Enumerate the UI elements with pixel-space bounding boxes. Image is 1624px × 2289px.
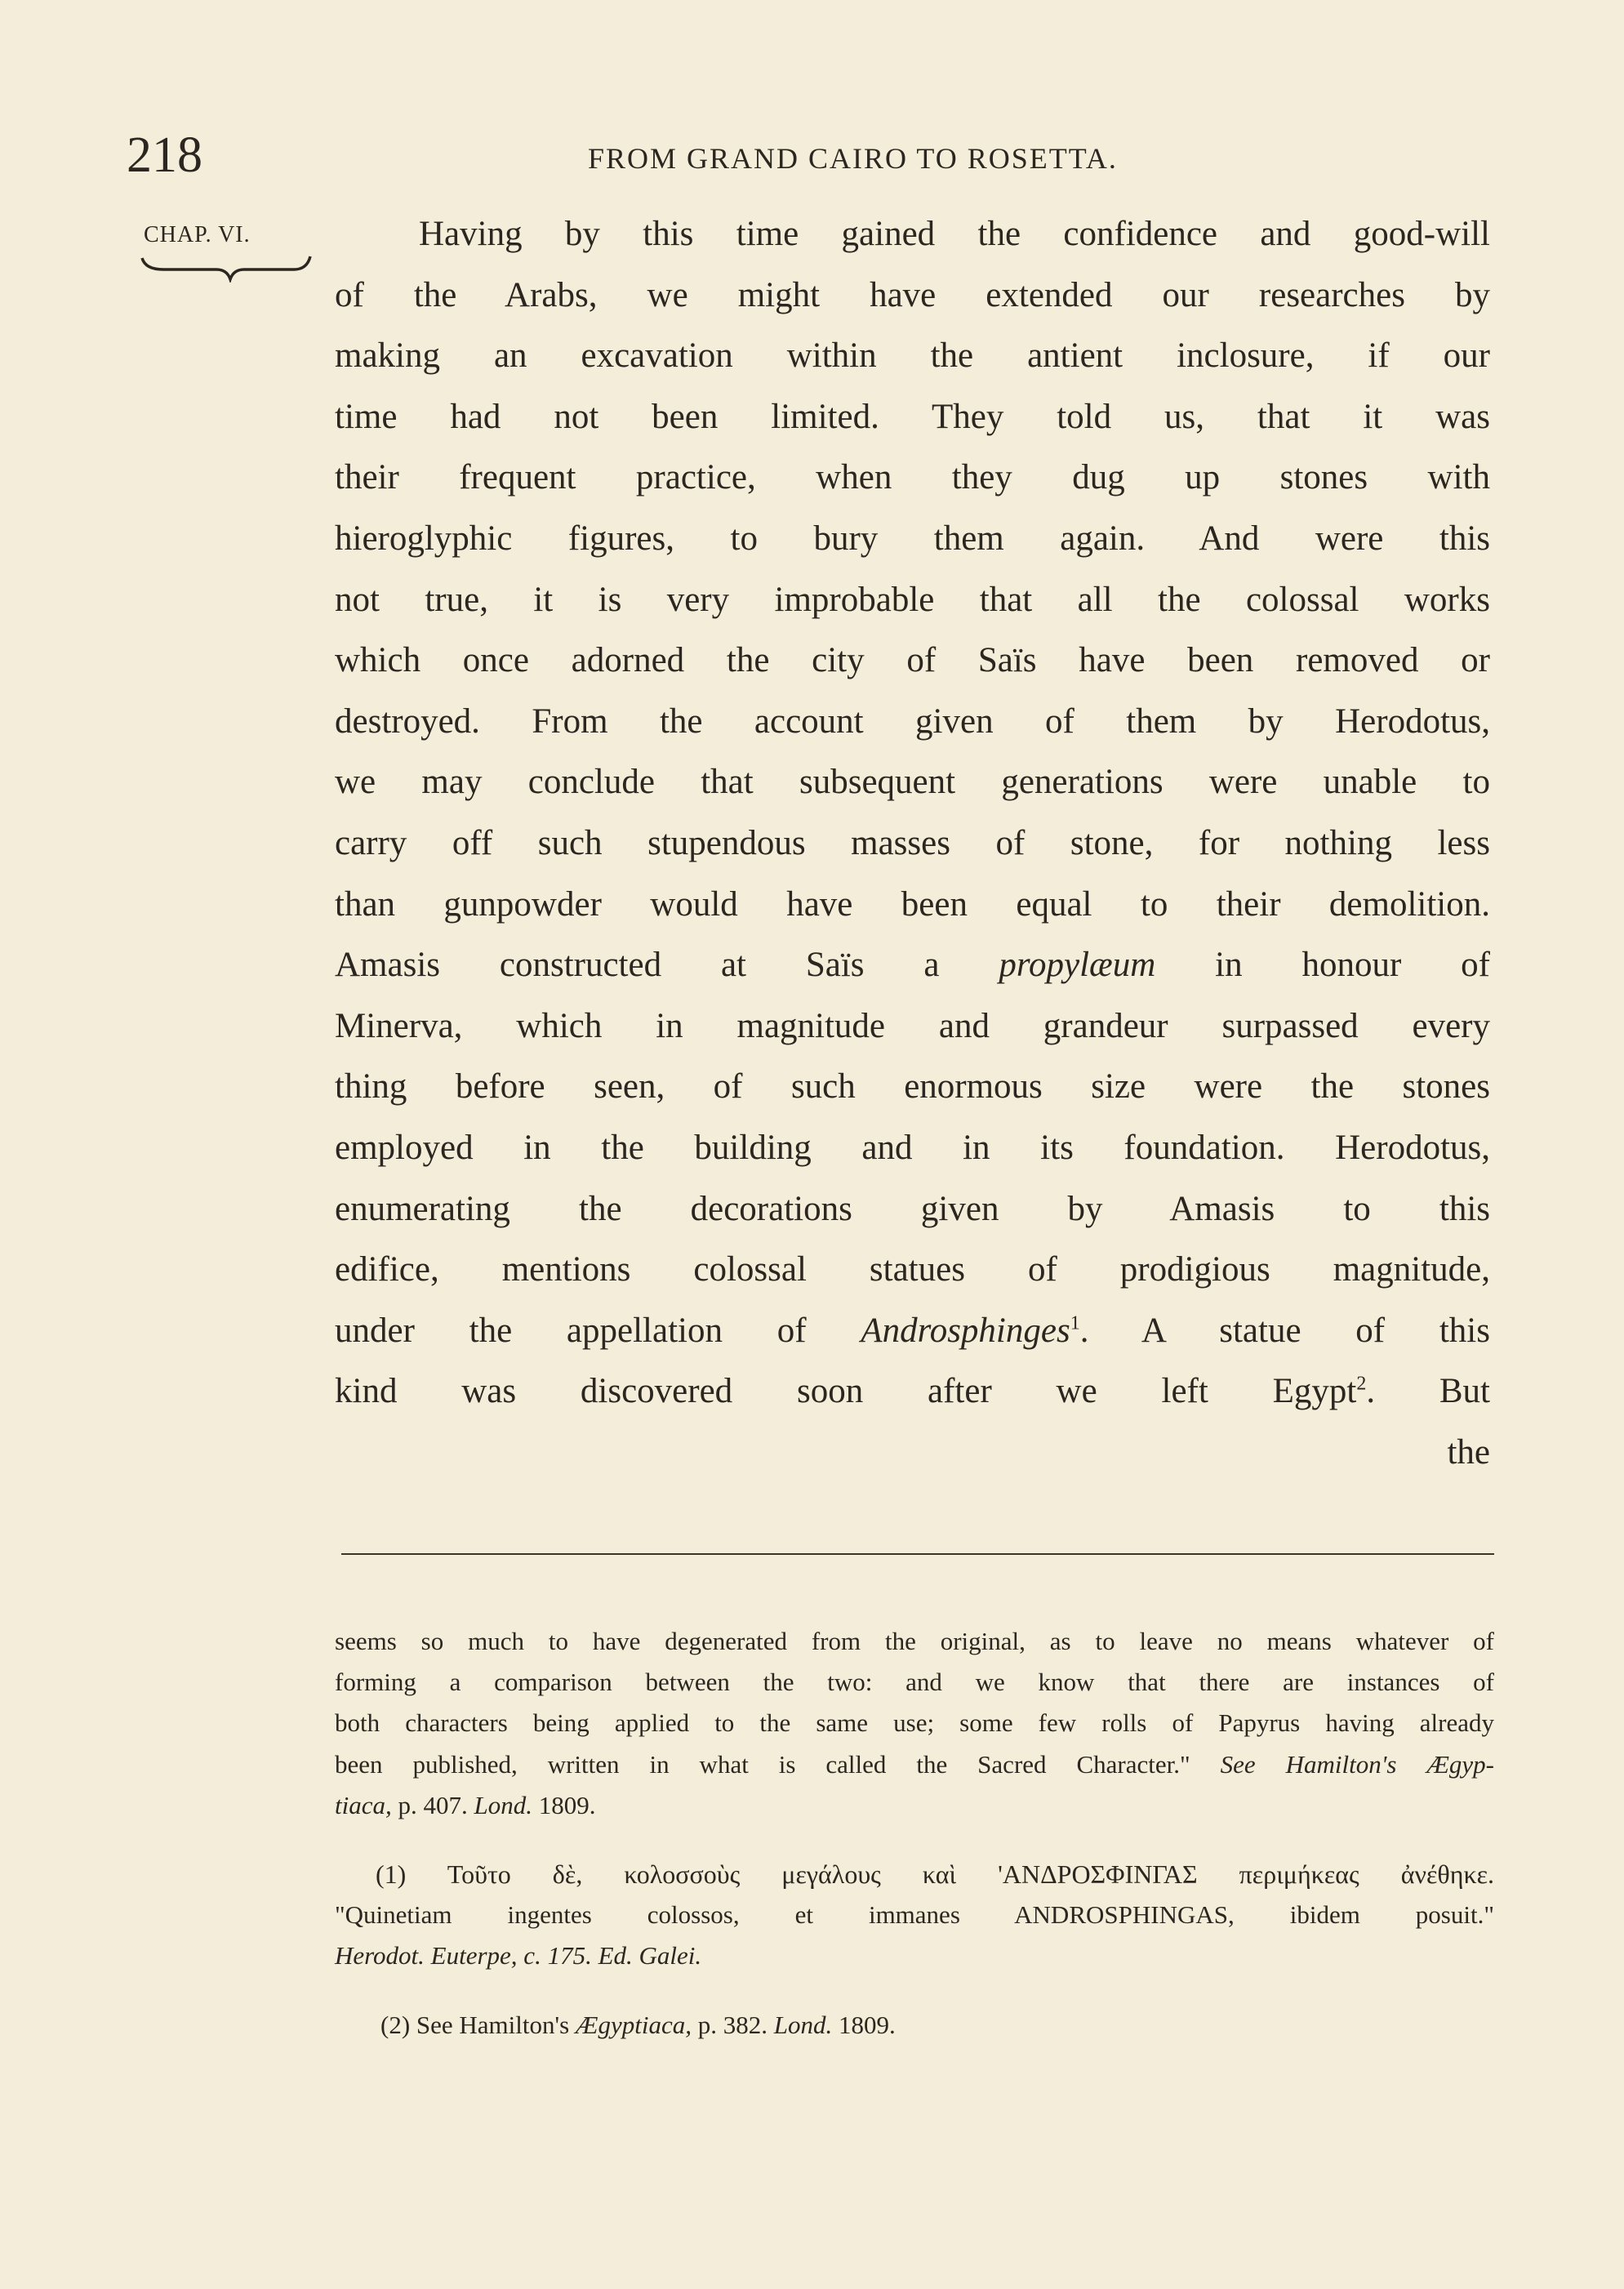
text-line: making an excavation within the antient inclosure, if our: [335, 336, 1490, 376]
italic-term: propylæum: [999, 946, 1156, 985]
italic-term: Androsphinges: [861, 1311, 1070, 1350]
footnote-line: seems so much to have degenerated from the original, as to leave no means whatever of: [335, 1627, 1494, 1655]
text-line: Amasis constructed at Saïs a propylæum in honour of: [335, 946, 1490, 985]
text-line: we may conclude that subsequent generations were unable to: [335, 763, 1490, 802]
footnote-ref: 2: [1356, 1373, 1367, 1395]
text-line: Having by this time gained the confidence and good-will: [419, 215, 1490, 253]
running-title: FROM GRAND CAIRO TO ROSETTA.: [588, 142, 1118, 175]
text-line: under the appellation of Androsphinges$^1$. A statue of this: [335, 1311, 1490, 1350]
text-line: thing before seen, of such enormous size were the stones: [335, 1067, 1490, 1107]
catchword: the: [1447, 1432, 1490, 1472]
brace-ornament-icon: [139, 253, 318, 283]
text-line: than gunpowder would have been equal to their demolition.: [335, 884, 1490, 924]
text-line: enumerating the decorations given by Amasis to this: [335, 1189, 1490, 1228]
footnote-line: forming a comparison between the two: and we know that there are instances of: [335, 1668, 1494, 1697]
footnote-line: been published, written in what is called the Sacred Character." See Hamilton's Ægyp-: [335, 1749, 1494, 1779]
text-line: Minerva, which in magnitude and grandeur surpassed every: [335, 1006, 1490, 1045]
footnotes: [335, 1621, 1494, 2046]
text-line: kind was discovered soon after we left Egypt$^2$. But: [335, 1372, 1490, 1411]
text-line: of the Arabs, we might have extended our researches by: [335, 275, 1490, 314]
text-line: employed in the building and in its foundation. Herodotus,: [335, 1128, 1490, 1167]
footnote-2: (2) See Hamilton's Ægyptiaca, p. 382. Lond. 1809.: [380, 2010, 896, 2039]
page-header: [127, 122, 1498, 188]
text-line: their frequent practice, when they dug up stones with: [335, 458, 1490, 497]
page-number: 218: [127, 127, 202, 183]
text-line: which once adorned the city of Saïs have been removed or: [335, 641, 1490, 680]
footnote-marker: (1): [376, 1859, 407, 1889]
footnote-ref: 1: [1070, 1312, 1080, 1334]
footnote-divider: [341, 1553, 1494, 1555]
text-line: edifice, mentions colossal statues of prodigious magnitude,: [335, 1250, 1490, 1289]
text-line: time had not been limited. They told us, that it was: [335, 397, 1490, 436]
text-line: carry off such stupendous masses of stone, for nothing less: [335, 823, 1490, 862]
chapter-label: CHAP. VI.: [144, 222, 251, 247]
text-line: hieroglyphic figures, to bury them again. And were this: [335, 519, 1490, 558]
main-body-text: [335, 204, 1490, 1483]
footnote-line: both characters being applied to the same use; some few rolls of Papyrus having already: [335, 1708, 1494, 1738]
chapter-margin-note: [139, 219, 327, 283]
footnote-1-source: Herodot. Euterpe, c. 175. Ed. Galei.: [335, 1941, 702, 1971]
text-line: destroyed. From the account given of them by Herodotus,: [335, 701, 1490, 741]
footnote-1-latin: "Quinetiam ingentes colossos, et immanes ANDROSPHINGAS, ibidem posuit.": [335, 1900, 1494, 1930]
footnote-line: tiaca, p. 407. Lond. 1809.: [335, 1790, 596, 1819]
footnote-marker: (2): [380, 2010, 411, 2039]
footnote-1-greek: (1) Τοῦτο δὲ, κολοσσοὺς μεγάλους καὶ 'ΑΝΔΡΟΣΦΙΝΓΑΣ περιμήκεας ἀνέθηκε.: [376, 1859, 1495, 1889]
text-line: not true, it is very improbable that all the colossal works: [335, 580, 1490, 619]
